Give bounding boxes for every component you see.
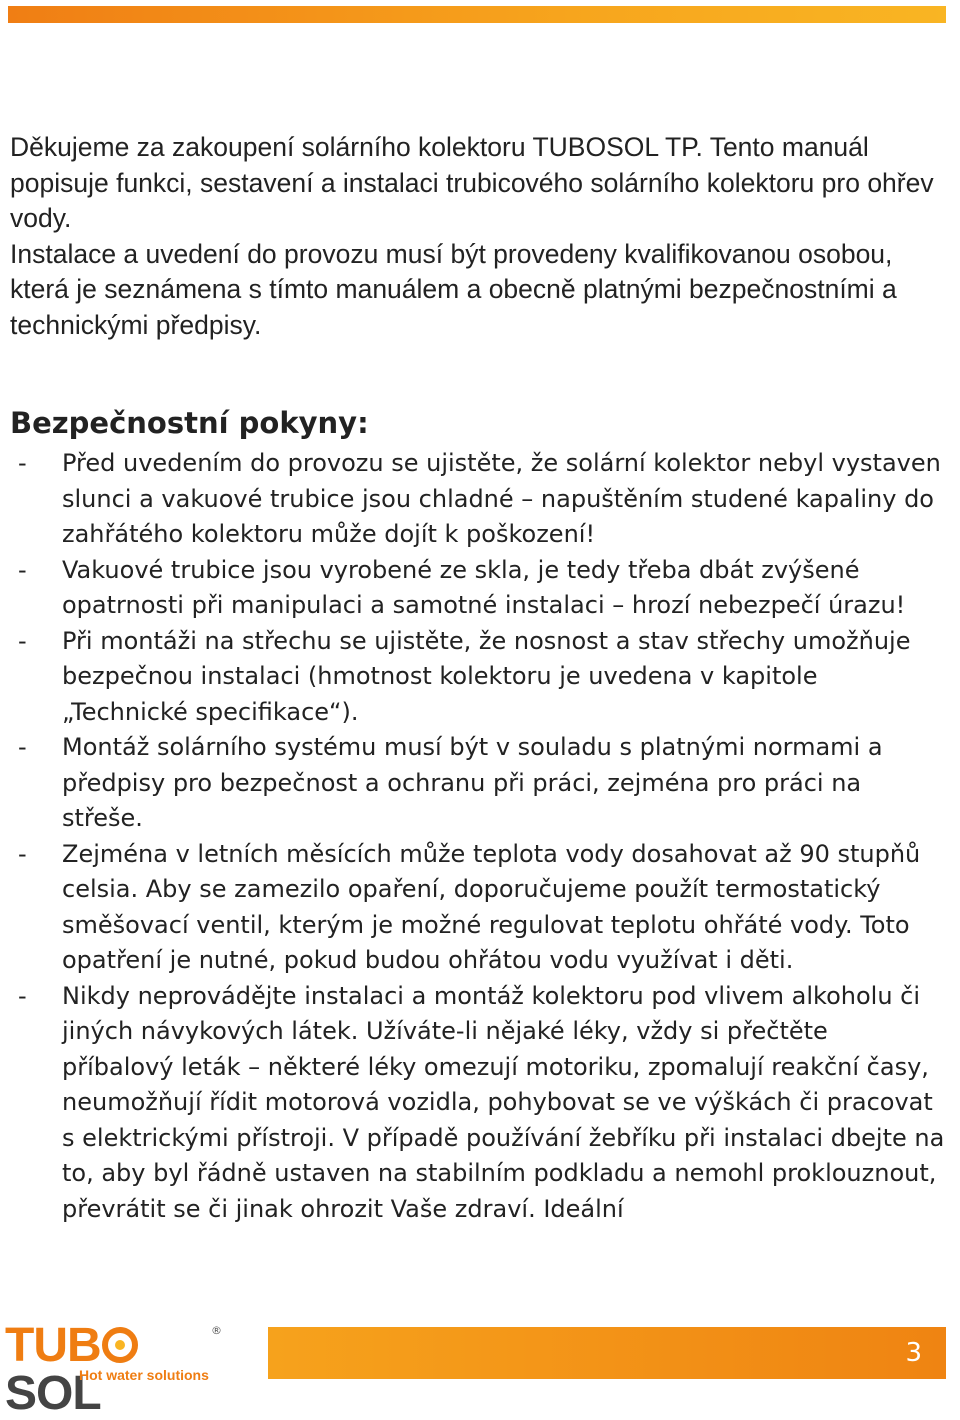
list-item <box>10 446 945 553</box>
intro-paragraph: Děkujeme za zakoupení solárního kolektoru TUBOSOL TP. Tento manuál popisuje funkci, sestavení a instalaci trubicového solárního kolektoru pro ohřev vody. <box>10 132 934 233</box>
registered-mark: ® <box>211 1324 222 1337</box>
bullet-dash: - <box>18 733 27 761</box>
tubosol-logo <box>5 1319 225 1420</box>
list-item <box>10 837 945 979</box>
list-item-text: Nikdy neprovádějte instalaci a montáž kolektoru pod vlivem alkoholu či jiných návykových látek. Užíváte-li nějaké léky, vždy si přečtěte příbalový leták – některé léky omezují motoriku, zpomalují reakční časy, neumožňují řídit motorová vozidla, pohybovat se ve výškách či pracovat s elektrickými přístroji. V případě používání žebříku při instalaci dbejte na to, aby byl řádně ustaven na stabilním podkladu a nemohl proklouznout, převrátit se či jinak ohrozit Vaše zdraví. Ideální <box>62 981 945 1223</box>
list-item-text: Vakuové trubice jsou vyrobené ze skla, je tedy třeba dbát zvýšené opatrnosti při manipulaci a samotné instalaci – hrozí nebezpečí úrazu! <box>62 555 906 619</box>
intro-text <box>10 130 940 343</box>
safety-instructions-list <box>10 446 945 1227</box>
bullet-dash: - <box>18 981 27 1010</box>
bullet-dash: - <box>18 555 27 584</box>
list-item <box>10 553 945 624</box>
intro-paragraph: Instalace a uvedení do provozu musí být provedeny kvalifikovanou osobou, která je seznámena s tímto manuálem a obecně platnými bezpečnostními a technickými předpisy. <box>10 238 897 340</box>
page-number: 3 <box>905 1338 922 1368</box>
footer-accent-bar <box>268 1327 946 1379</box>
list-item-text: Montáž solárního systému musí být v souladu s platnými normami a předpisy pro bezpečnost a ochranu při práci, zejména pro práci na střeše. <box>62 733 883 832</box>
bullet-dash: - <box>18 626 27 655</box>
bullet-dash: - <box>18 839 27 868</box>
list-item-text: Před uvedením do provozu se ujistěte, že solární kolektor nebyl vystaven slunci a vakuové trubice jsou chladné – napuštěním studené kapaliny do zahřátého kolektoru může dojít k poškození! <box>62 449 941 548</box>
header-accent-bar <box>8 6 946 23</box>
list-item-text: Zejména v letních měsících může teplota vody dosahovat až 90 stupňů celsia. Aby se zamezilo opaření, doporučujeme použít termostatický směšovací ventil, kterým je možné regulovat teplotu ohřáté vody. Toto opatření je nutné, pokud budou ohřátou vodu využívat i děti. <box>62 839 921 974</box>
logo-prefix: TUB <box>5 1319 101 1372</box>
logo-tagline: Hot water solutions <box>79 1367 209 1383</box>
list-item-text: Při montáži na střechu se ujistěte, že nosnost a stav střechy umožňuje bezpečnou instalaci (hmotnost kolektoru je uvedena v kapitole „Technické specifikace“). <box>62 626 911 726</box>
list-item <box>10 730 945 837</box>
list-item <box>10 624 945 731</box>
list-item <box>10 979 945 1228</box>
bullet-dash: - <box>18 449 27 477</box>
sun-icon <box>102 1327 138 1363</box>
safety-heading: Bezpečnostní pokyny: <box>10 406 369 440</box>
logo-suffix: SOL <box>5 1367 101 1420</box>
